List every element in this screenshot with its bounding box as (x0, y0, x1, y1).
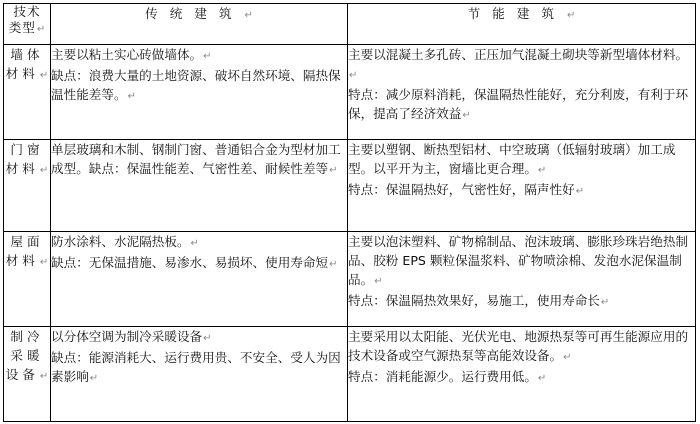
cell-paragraph: 特点：保温隔热效果好，易施工，使用寿命长↵ (348, 293, 610, 308)
cell-paragraph: 特点：消耗能源少。运行费用低。↵ (348, 369, 547, 384)
table-row-wall (4, 45, 696, 140)
type-line: 设备↵ (5, 367, 49, 382)
header-type-line-2: 类型↵ (8, 20, 46, 35)
cell-paragraph: 主要以塑钢、断热型铝材、中空玻璃（低辐射玻璃）加工成型。以平开为主，窗墙比更合理。↵ (348, 142, 676, 176)
cell-paragraph: 缺点：能源消耗大、运行费用贵、不安全、受人为因素影响↵ (51, 350, 341, 384)
cell-paragraph: 防水涂料、水泥隔热板。↵ (51, 234, 199, 249)
cell-paragraph: 以分体空调为制冷采暖设备↵ (51, 329, 212, 344)
energy-saving-cell-door-window (348, 140, 696, 232)
type-cell-hvac (4, 327, 51, 422)
cell-paragraph: 主要以混凝土多孔砖、正压加气混凝土砌块等新型墙体材料。↵ (348, 47, 689, 81)
type-line: 屋面 (10, 234, 44, 249)
type-line: 材料↵ (5, 253, 49, 268)
type-line: 制冷 (10, 329, 44, 344)
header-type-cell (4, 4, 51, 45)
header-energy-saving: 节能建筑↵ (348, 4, 696, 45)
cell-paragraph: 主要采用以太阳能、光伏光电、地源热泵等可再生能源应用的技术设备或空气源热泵等高能效设备。↵ (348, 329, 689, 363)
type-line: 墙体 (10, 47, 44, 62)
type-cell-wall (4, 45, 51, 140)
comparison-table (3, 3, 696, 422)
header-traditional: 传统建筑↵ (51, 4, 348, 45)
cell-paragraph: 特点：减少原料消耗，保温隔热性能好，充分利废，有利于环保，提高了经济效益↵ (348, 87, 689, 121)
type-line: 门窗 (10, 142, 44, 157)
traditional-cell-wall (51, 45, 348, 140)
table-row-hvac (4, 327, 696, 422)
table-header-row (4, 4, 696, 45)
type-line: 材料↵ (5, 161, 49, 176)
traditional-cell-door-window (51, 140, 348, 232)
header-type-line-1: 技术 (13, 4, 41, 19)
cell-paragraph: 缺点：浪费大量的土地资源、破坏自然环境、隔热保温性能差等。↵ (51, 68, 341, 102)
cell-paragraph: 主要以泡沫塑料、矿物棉制品、泡沫玻璃、膨胀珍珠岩绝热制品、胶粉 EPS 颗粒保温浆料、矿物喷涂棉、发泡水泥保温制品。↵ (348, 234, 689, 287)
table-row-door-window (4, 140, 696, 232)
energy-saving-cell-wall (348, 45, 696, 140)
type-line: 材料↵ (5, 66, 49, 81)
energy-saving-cell-hvac (348, 327, 696, 422)
cell-paragraph: 主要以粘土实心砖做墙体。↵ (51, 47, 212, 62)
cell-paragraph: 单层玻璃和木制、钢制门窗、普通铝合金为型材加工成型。缺点：保温性能差、气密性差、耐候性差等↵ (51, 142, 341, 176)
type-line: 采暖 (10, 348, 44, 363)
type-cell-door-window (4, 140, 51, 232)
traditional-cell-hvac (51, 327, 348, 422)
traditional-cell-roof (51, 232, 348, 327)
cell-paragraph: 特点：保温隔热好，气密性好，隔声性好↵ (348, 182, 585, 197)
energy-saving-cell-roof (348, 232, 696, 327)
cell-paragraph: 缺点：无保温措施、易渗水、易损坏、使用寿命短↵ (51, 255, 338, 270)
table-row-roof (4, 232, 696, 327)
type-cell-roof (4, 232, 51, 327)
